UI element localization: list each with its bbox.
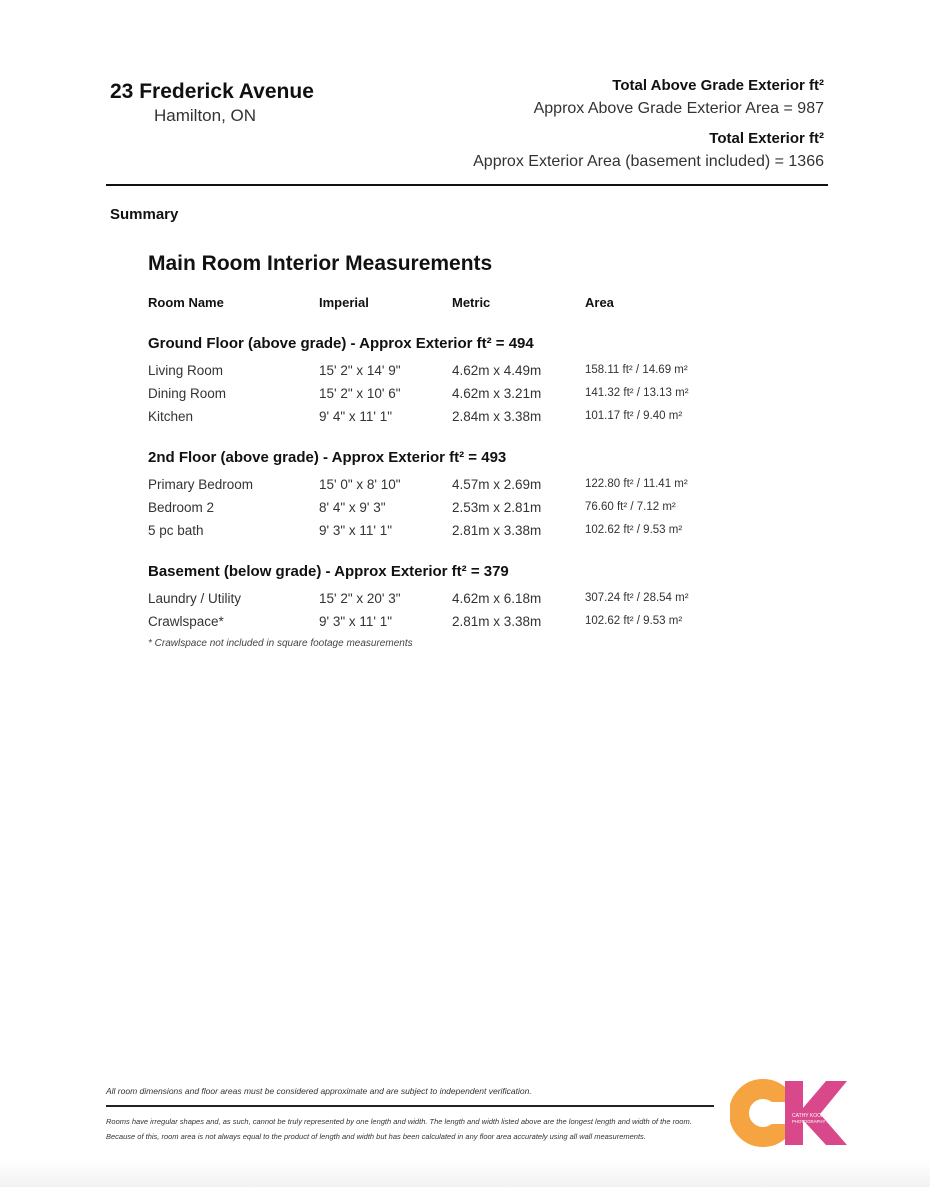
room-metric: 4.62m x 4.49m <box>452 363 542 378</box>
logo-graphic <box>730 1078 850 1148</box>
room-metric: 2.81m x 3.38m <box>452 523 542 538</box>
section-title-basement: Basement (below grade) - Approx Exterior ft² = 379 <box>148 563 509 580</box>
cathy-koop-logo <box>730 1078 850 1148</box>
crawlspace-footnote: * Crawlspace not included in square footage measurements <box>148 638 413 649</box>
room-area: 76.60 ft² / 7.12 m² <box>585 501 676 513</box>
room-area: 102.62 ft² / 9.53 m² <box>585 524 683 536</box>
room-name: Crawlspace* <box>148 614 224 629</box>
room-metric: 2.84m x 3.38m <box>452 409 542 424</box>
footer-disclaimer: All room dimensions and floor areas must be considered approximate and are subject to independent verification. <box>106 1086 532 1096</box>
room-name: Dining Room <box>148 386 227 401</box>
room-area: 101.17 ft² / 9.40 m² <box>585 410 683 422</box>
room-metric: 2.53m x 2.81m <box>452 500 542 515</box>
room-name: Kitchen <box>148 409 194 424</box>
summary-label: Summary <box>110 206 179 223</box>
room-name: Living Room <box>148 363 224 378</box>
column-header-area: Area <box>585 295 614 310</box>
logo-tagline: CATHY KOOP <box>792 1113 825 1119</box>
room-imperial: 8' 4" x 9' 3" <box>319 500 386 515</box>
address-street: 23 Frederick Avenue <box>110 80 314 103</box>
room-imperial: 15' 2" x 20' 3" <box>319 591 401 606</box>
footer-irregular-note-2: Because of this, room area is not always equal to the product of length and width but has been calculated in any floor area accurately using all wall measurements. <box>106 1132 646 1141</box>
room-metric: 4.62m x 3.21m <box>452 386 542 401</box>
above-grade-total-title: Total Above Grade Exterior ft² <box>612 77 824 94</box>
svg-text:PHOTOGRAPHY: PHOTOGRAPHY <box>792 1119 826 1124</box>
room-area: 307.24 ft² / 28.54 m² <box>585 592 689 604</box>
column-header-imperial: Imperial <box>319 295 369 310</box>
above-grade-total-value: Approx Above Grade Exterior Area = 987 <box>533 100 824 117</box>
exterior-total-title: Total Exterior ft² <box>709 130 824 147</box>
room-name: 5 pc bath <box>148 523 204 538</box>
room-area: 102.62 ft² / 9.53 m² <box>585 615 683 627</box>
exterior-total-value: Approx Exterior Area (basement included) = 1366 <box>473 153 824 170</box>
main-title: Main Room Interior Measurements <box>148 252 493 275</box>
room-metric: 4.62m x 6.18m <box>452 591 542 606</box>
page-bottom-edge <box>0 1160 930 1187</box>
room-imperial: 9' 3" x 11' 1" <box>319 614 393 629</box>
footer-divider <box>106 1105 714 1107</box>
section-title-ground-floor: Ground Floor (above grade) - Approx Exterior ft² = 494 <box>148 335 534 352</box>
room-imperial: 15' 2" x 10' 6" <box>319 386 401 401</box>
room-area: 141.32 ft² / 13.13 m² <box>585 387 689 399</box>
column-header-room-name: Room Name <box>148 295 224 310</box>
room-name: Bedroom 2 <box>148 500 215 515</box>
section-title-2nd-floor: 2nd Floor (above grade) - Approx Exterior ft² = 493 <box>148 449 507 466</box>
room-area: 158.11 ft² / 14.69 m² <box>585 364 688 376</box>
address-city: Hamilton, ON <box>154 106 257 125</box>
room-imperial: 9' 4" x 11' 1" <box>319 409 393 424</box>
header-divider <box>106 184 828 186</box>
room-imperial: 15' 2" x 14' 9" <box>319 363 401 378</box>
footer-irregular-note-1: Rooms have irregular shapes and, as such, cannot be truly represented by one length and width. The length and width listed above are the longest length and width of the room. <box>106 1117 692 1126</box>
room-area: 122.80 ft² / 11.41 m² <box>585 478 688 490</box>
room-name: Laundry / Utility <box>148 591 242 606</box>
room-name: Primary Bedroom <box>148 477 254 492</box>
column-header-metric: Metric <box>452 295 491 310</box>
room-imperial: 9' 3" x 11' 1" <box>319 523 393 538</box>
room-metric: 4.57m x 2.69m <box>452 477 542 492</box>
room-metric: 2.81m x 3.38m <box>452 614 542 629</box>
room-imperial: 15' 0" x 8' 10" <box>319 477 401 492</box>
